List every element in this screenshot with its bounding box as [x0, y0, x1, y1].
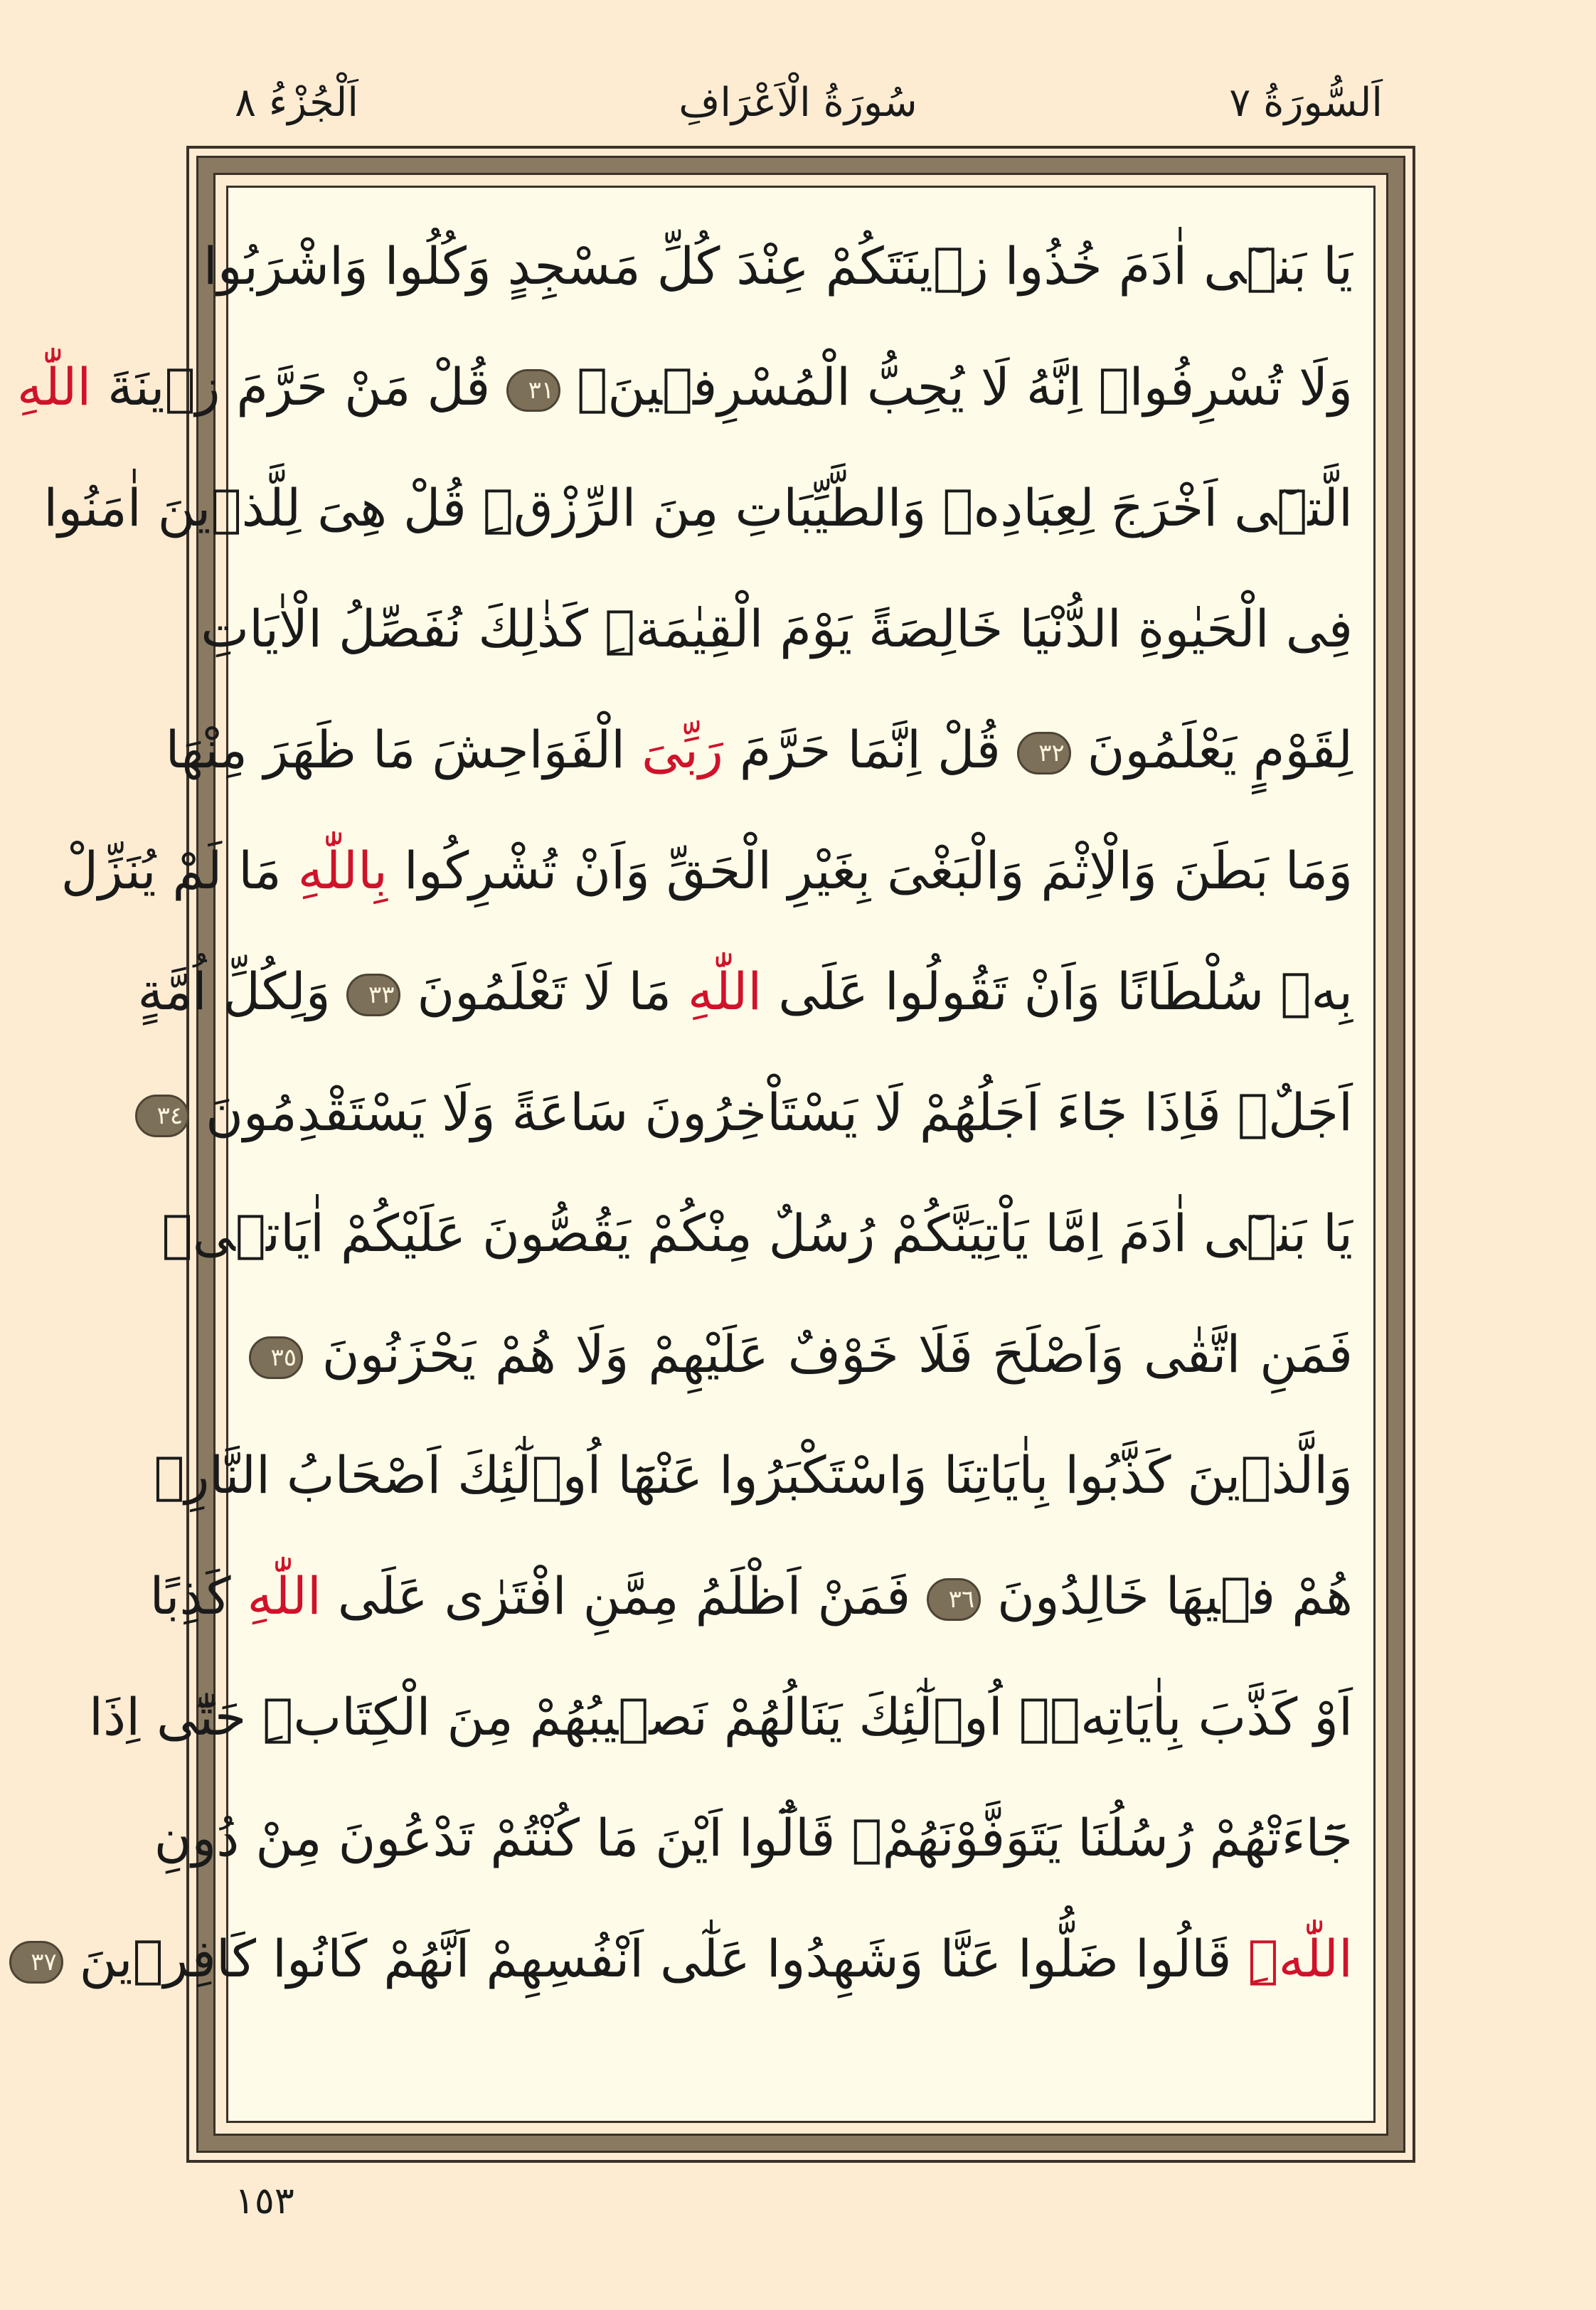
verse-text: كَذِبًا [149, 1566, 231, 1626]
verse-text: قَالُوا ضَلُّوا عَنَّا وَشَهِدُوا عَلٰٓى اَنْفُسِهِمْ اَنَّهُمْ كَانُوا كَافِرٖينَ [79, 1929, 1232, 1989]
verse-text: لِقَوْمٍ يَعْلَمُونَ [1087, 720, 1353, 779]
divine-name: رَبِّىَ [642, 720, 723, 779]
text-line-13 [89, 1657, 1353, 1777]
verse-text: بِهٖ سُلْطَانًا وَاَنْ تَقُولُوا عَلَى [778, 962, 1353, 1021]
verse-text: اَوْ كَذَّبَ بِاٰيَاتِهٖۜ اُو۬لٰٓئِكَ يَنَالُهُمْ نَصٖيبُهُمْ مِنَ الْكِتَابِۜ حَتّٰٓى اِذَا [89, 1687, 1353, 1747]
verse-text: اَجَلٌۚ فَاِذَا جَٓاءَ اَجَلُهُمْ لَا يَسْتَاْخِرُونَ سَاعَةً وَلَا يَسْتَقْدِمُونَ [206, 1082, 1353, 1142]
verse-text: وَلَا تُسْرِفُواۚ اِنَّهُ لَا يُحِبُّ الْمُسْرِفٖينَ۟ [577, 357, 1353, 417]
text-line-10 [249, 1294, 1353, 1414]
verse-text: الَّتٖٓى اَخْرَجَ لِعِبَادِهٖ وَالطَّيِّبَاتِ مِنَ الرِّزْقِۜ قُلْ هِىَ لِلَّذٖينَ اٰمَنُوا [43, 478, 1353, 538]
text-line-9 [161, 1173, 1353, 1293]
quran-text-area [16, 206, 1353, 2105]
text-line-12 [149, 1536, 1353, 1656]
divine-name: اللّٰهِۜ [1247, 1929, 1353, 1989]
text-line-2 [16, 327, 1353, 447]
verse-text: هُمْ فٖيهَا خَالِدُونَ [997, 1566, 1353, 1626]
ayah-number-marker: ٣٥ [249, 1336, 303, 1379]
text-line-14 [154, 1778, 1353, 1897]
surah-number-label: اَلسُّورَةُ ٧ [1229, 80, 1383, 126]
verse-text: فِى الْحَيٰوةِ الدُّنْيَا خَالِصَةً يَوْمَ الْقِيٰمَةِۜ كَذٰلِكَ نُفَصِّلُ الْاٰيَاتِ [201, 599, 1353, 659]
ayah-number-marker: ٣١ [506, 369, 560, 412]
text-line-3 [43, 448, 1353, 568]
divine-name: بِاللّٰهِ [297, 841, 388, 900]
text-line-6 [60, 811, 1353, 930]
text-line-15 [31, 1899, 1353, 2018]
divine-name: اللّٰهِ [247, 1566, 321, 1626]
ayah-number-marker: ٣٣ [346, 974, 400, 1016]
verse-text: فَمَنْ اَظْلَمُ مِمَّنِ افْتَرٰى عَلَى [337, 1566, 911, 1626]
verse-text: وَمَا بَطَنَ وَالْاِثْمَ وَالْبَغْىَ بِغَيْرِ الْحَقِّ وَاَنْ تُشْرِكُوا [403, 841, 1353, 900]
surah-title: سُورَةُ الْاَعْرَافِ [679, 80, 917, 126]
text-line-1 [203, 206, 1353, 326]
verse-text: الْفَوَاحِشَ مَا ظَهَرَ مِنْهَا [165, 720, 626, 779]
juz-label: اَلْجُزْءُ ٨ [235, 80, 358, 126]
verse-text: وَالَّذٖينَ كَذَّبُوا بِاٰيَاتِنَا وَاسْتَكْبَرُوا عَنْهَٓا اُو۬لٰٓئِكَ اَصْحَابُ النَّارِۚ [154, 1445, 1353, 1505]
page-number: ١٥٣ [235, 2180, 294, 2223]
ayah-number-marker: ٣٧ [9, 1941, 63, 1984]
verse-text: يَا بَنٖٓى اٰدَمَ اِمَّا يَاْتِيَنَّكُمْ رُسُلٌ مِنْكُمْ يَقُصُّونَ عَلَيْكُمْ اٰيَاتٖىۙ [161, 1203, 1353, 1263]
text-line-7 [137, 932, 1353, 1051]
text-line-4 [201, 569, 1353, 688]
ayah-number-marker: ٣٢ [1017, 732, 1071, 775]
text-line-8 [156, 1053, 1353, 1172]
verse-text: وَلِكُلِّ اُمَّةٍ [137, 962, 331, 1021]
ayah-number-marker: ٣٤ [135, 1095, 189, 1137]
divine-name: اللّٰهِ [687, 962, 762, 1021]
verse-text: مَا لَمْ يُنَزِّلْ [60, 841, 282, 900]
verse-text: قُلْ مَنْ حَرَّمَ زٖينَةَ [107, 357, 491, 417]
page-header [0, 71, 1596, 135]
verse-text: يَا بَنٖٓى اٰدَمَ خُذُوا زٖينَتَكُمْ عِنْدَ كُلِّ مَسْجِدٍ وَكُلُوا وَاشْرَبُوا [203, 236, 1353, 296]
ayah-number-marker: ٣٦ [927, 1578, 981, 1621]
verse-text: جَٓاءَتْهُمْ رُسُلُنَا يَتَوَفَّوْنَهُمْۙ قَالُٓوا اَيْنَ مَا كُنْتُمْ تَدْعُونَ مِنْ دُونِ [154, 1808, 1353, 1868]
text-line-11 [154, 1415, 1353, 1535]
verse-text: فَمَنِ اتَّقٰى وَاَصْلَحَ فَلَا خَوْفٌ عَلَيْهِمْ وَلَا هُمْ يَحْزَنُونَ [321, 1324, 1353, 1384]
verse-text: قُلْ اِنَّمَا حَرَّمَ [739, 720, 1001, 779]
text-line-5 [165, 690, 1353, 809]
verse-text: مَا لَا تَعْلَمُونَ [417, 962, 672, 1021]
divine-name: اللّٰهِ [16, 357, 92, 417]
